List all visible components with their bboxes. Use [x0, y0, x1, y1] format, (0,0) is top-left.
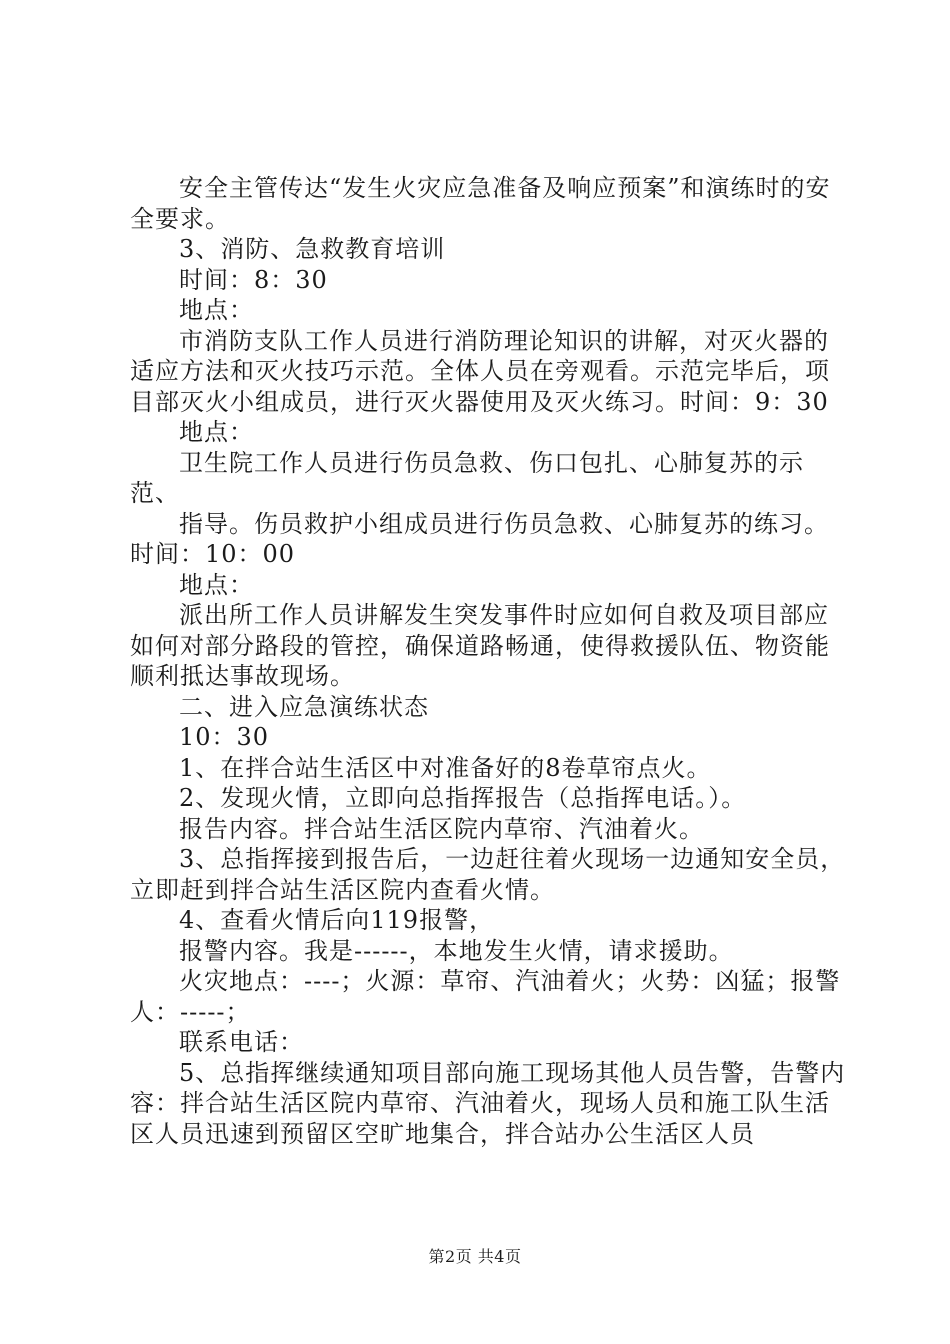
paragraph-19: 火灾地点：----；火源：草帘、汽油着火；火势：凶猛；报警人：-----； — [130, 967, 841, 1026]
document-body — [130, 173, 850, 1149]
paragraph-18: 报警内容。我是------，本地发生火情，请求援助。 — [179, 936, 734, 965]
paragraph-2: 3、消防、急救教育培训 — [179, 235, 446, 263]
paragraph-6: 地点： — [179, 418, 254, 446]
paragraph-17: 4、查看火情后向119报警， — [179, 906, 495, 934]
paragraph-12: 10：30 — [179, 723, 270, 751]
paragraph-10: 派出所工作人员讲解发生突发事件时应如何自救及项目部应如何对部分路段的管控，确保道路畅通，使得救援队伍、物资能顺利抵达事故现场。 — [130, 601, 830, 690]
paragraph-21: 5、总指挥继续通知项目部向施工现场其他人员告警，告警内容：拌合站生活区院内草帘、汽油着火，现场人员和施工队生活区人员迅速到预留区空旷地集合，拌合站办公生活区人员 — [130, 1058, 846, 1148]
paragraph-11: 二、进入应急演练状态 — [179, 692, 429, 721]
paragraph-15: 报告内容。拌合站生活区院内草帘、汽油着火。 — [179, 814, 704, 843]
paragraph-3: 时间：8：30 — [179, 265, 328, 294]
paragraph-1: 安全主管传达“发生火灾应急准备及响应预案”和演练时的安全要求。 — [130, 174, 831, 233]
paragraph-14: 2、发现火情，立即向总指挥报告（总指挥电话。）。 — [179, 784, 747, 812]
paragraph-8: 指导。伤员救护小组成员进行伤员急救、心肺复苏的练习。时间：10：00 — [130, 509, 829, 568]
paragraph-9: 地点： — [179, 570, 254, 599]
paragraph-16: 3、总指挥接到报告后，一边赶往着火现场一边通知安全员，立即赶到拌合站生活区院内查看火情。 — [130, 845, 846, 904]
paragraph-20: 联系电话： — [179, 1028, 304, 1056]
page-footer: 第2页 共4页 — [428, 1247, 522, 1266]
paragraph-5: 市消防支队工作人员进行消防理论知识的讲解，对灭火器的适应方法和灭火技巧示范。全体人员在旁观看。示范完毕后，项目部灭火小组成员，进行灭火器使用及灭火练习。时间：9：30 — [130, 326, 830, 416]
paragraph-4: 地点： — [179, 296, 254, 324]
paragraph-13: 1、在拌合站生活区中对准备好的8卷草帘点火。 — [179, 753, 712, 782]
paragraph-7: 卫生院工作人员进行伤员急救、伤口包扎、心肺复苏的示范、 — [130, 448, 804, 507]
